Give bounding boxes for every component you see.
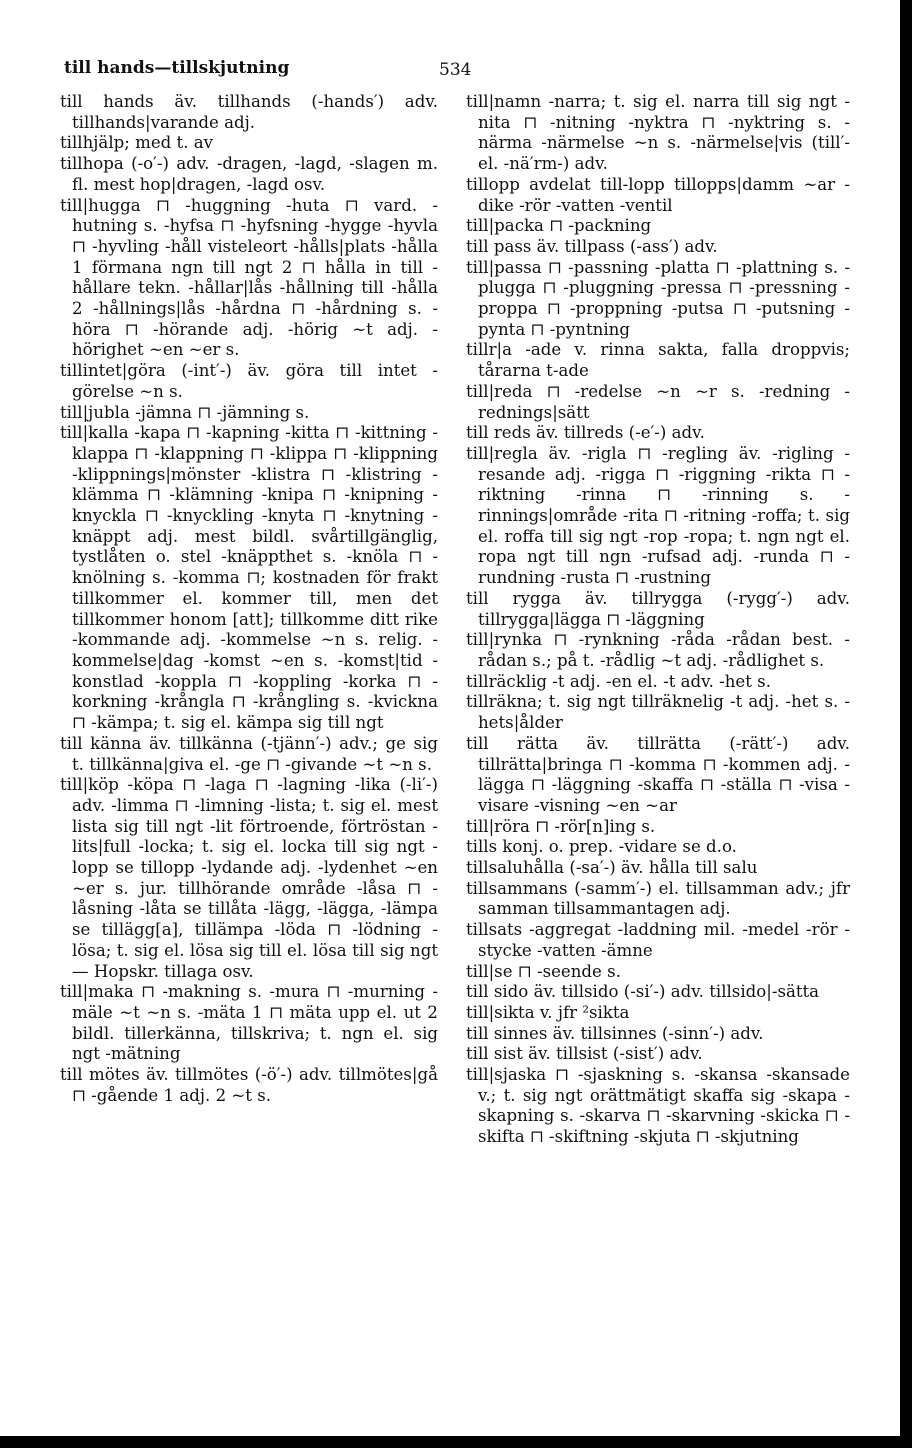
dictionary-entry: till|rynka ⊓ -rynkning -råda -rådan best. -rådan s.; på t. -rådlig ~t adj. -rådlighet s. — [466, 630, 850, 670]
dictionary-entry: tillsaluhålla (-sa′-) äv. hålla till salu — [466, 858, 758, 878]
dictionary-entry: tillsats -aggregat -laddning mil. -medel -rör -stycke -vatten -ämne — [466, 920, 850, 960]
dictionary-entry: tillräkna; t. sig ngt tillräknelig -t adj. -het s. -hets|ålder — [466, 692, 850, 733]
left-column — [60, 92, 438, 1106]
dictionary-entry: till|passa ⊓ -passning -platta ⊓ -plattning s. -plugga ⊓ -pluggning -pressa ⊓ -pressning -proppa ⊓ -proppning -putsa ⊓ -putsning -pynta ⊓ -pyntning — [466, 257, 850, 339]
dictionary-entry: till sist äv. tillsist (-sist′) adv. — [466, 1044, 703, 1064]
dictionary-entry: tillhopa (-o′-) adv. -dragen, -lagd, -slagen m. fl. mest hop|dragen, -lagd osv. — [60, 154, 438, 194]
dictionary-entry: tillhjälp; med t. av — [60, 133, 214, 153]
dictionary-entry: till|maka ⊓ -makning s. -mura ⊓ -murning -mäle ~t ~n s. -mäta 1 ⊓ mäta upp el. ut 2 bildl. tillerkänna, tillskriva; t. ngn el. sig ngt -mätning — [60, 982, 438, 1064]
dictionary-entry: tills konj. o. prep. -vidare se d.o. — [466, 837, 737, 857]
dictionary-entry: till|hugga ⊓ -huggning -huta ⊓ vard. -hutning s. -hyfsa ⊓ -hyfsning -hygge -hyvla ⊓ -hyvling -håll visteleort -hålls|plats -hålla 1 förmana ngn till ngt 2 ⊓ hålla in till -hållare tekn. -hållar|lås -hållning till -hålla 2 -hållnings|lås -hårdna ⊓ -hårdning s. -höra ⊓ -hörande adj. -hörig ~t adj. -hörighet ~en ~er s. — [60, 195, 438, 360]
dictionary-entry: till|jubla -jämna ⊓ -jämning s. — [60, 402, 310, 422]
dictionary-entry: till|röra ⊓ -rör[n]ing s. — [466, 816, 656, 836]
dictionary-entry: till|sikta v. jfr ²sikta — [466, 1002, 630, 1022]
dictionary-entry: till mötes äv. tillmötes (-ö′-) adv. tillmötes|gå ⊓ -gående 1 adj. 2 ~t s. — [60, 1065, 438, 1105]
dictionary-entry: till|kalla -kapa ⊓ -kapning -kitta ⊓ -kittning -klappa ⊓ -klappning ⊓ -klippa ⊓ -klippning -klippnings|mönster -klistra ⊓ -klistring -klämma ⊓ -klämning -knipa ⊓ -knipning -knyckla ⊓ -knyckling -knyta ⊓ -knytning -knäppt adj. mest bildl. svårtillgänglig, tystlåten o. stel -knäppthet s. -knöla ⊓ -knölning s. -komma ⊓; kostnaden för frakt tillkommer el. kommer till, men det tillkommer honom [att]; tillkomme ditt rike -kommande adj. -kommelse ~n s. relig. -kommelse|dag -komst ~en s. -komst|tid -konstlad -koppla ⊓ -koppling -korka ⊓ -korkning -krångla ⊓ -krångling s. -kvickna ⊓ -kämpa; t. sig el. kämpa sig till ngt — [60, 423, 438, 733]
scan-edge-bottom — [0, 1436, 912, 1448]
dictionary-entry: till|reda ⊓ -redelse ~n ~r s. -redning -rednings|sätt — [466, 381, 850, 422]
dictionary-entry: till känna äv. tillkänna (-tjänn′-) adv.; ge sig t. tillkänna|giva el. -ge ⊓ -givande ~t ~n s. — [60, 733, 438, 774]
dictionary-entry: tillintet|göra (-int′-) äv. göra till intet -görelse ~n s. — [60, 361, 438, 401]
dictionary-entry: till rygga äv. tillrygga (-rygg′-) adv. tillrygga|lägga ⊓ -läggning — [466, 588, 850, 629]
right-column — [466, 92, 850, 1148]
dictionary-entry: till|se ⊓ -seende s. — [466, 961, 621, 981]
running-head: till hands—tillskjutning — [64, 58, 290, 78]
dictionary-entry: till sinnes äv. tillsinnes (-sinn′-) adv. — [466, 1023, 764, 1043]
dictionary-entry: tillopp avdelat till-lopp tillopps|damm ~ar -dike -rör -vatten -ventil — [466, 174, 850, 215]
dictionary-entry: tillräcklig -t adj. -en el. -t adv. -het s. — [466, 671, 771, 691]
dictionary-entry: till reds äv. tillreds (-e′-) adv. — [466, 423, 705, 443]
dictionary-entry: till hands äv. tillhands (-hands′) adv. tillhands|varande adj. — [60, 92, 438, 132]
dictionary-entry: tillsammans (-samm′-) el. tillsamman adv.; jfr samman tillsammantagen adj. — [466, 878, 850, 919]
dictionary-entry: till pass äv. tillpass (-ass′) adv. — [466, 236, 718, 256]
scan-edge-right — [900, 0, 912, 1448]
dictionary-entry: till|packa ⊓ -packning — [466, 216, 652, 236]
running-header — [64, 58, 864, 84]
dictionary-entry: till|regla äv. -rigla ⊓ -regling äv. -rigling -resande adj. -rigga ⊓ -riggning -rikta ⊓ -riktning -rinna ⊓ -rinning s. -rinnings|område -rita ⊓ -ritning -roffa; t. sig el. roffa till sig ngt -rop -ropa; t. ngn ngt el. ropa ngt till ngn -rufsad adj. -runda ⊓ -rundning -rusta ⊓ -rustning — [466, 443, 850, 588]
page-number: 534 — [439, 60, 472, 80]
dictionary-entry: till sido äv. tillsido (-si′-) adv. tillsido|-sätta — [466, 982, 820, 1002]
dictionary-entry: tillr|a -ade v. rinna sakta, falla droppvis; tårarna t-ade — [466, 340, 850, 381]
dictionary-entry: till rätta äv. tillrätta (-rätt′-) adv. tillrätta|bringa ⊓ -komma ⊓ -kommen adj. -lägga ⊓ -läggning -skaffa ⊓ -ställa ⊓ -visa -visare -visning ~en ~ar — [466, 733, 850, 815]
dictionary-entry: till|namn -narra; t. sig el. narra till sig ngt -nita ⊓ -nitning -nyktra ⊓ -nyktring s. -närma -närmelse ~n s. -närmelse|vis (till′- el. -nä′rm-) adv. — [466, 92, 850, 174]
dictionary-entry: till|sjaska ⊓ -sjaskning s. -skansa -skansade v.; t. sig ngt orättmätigt skaffa sig -skapa -skapning s. -skarva ⊓ -skarvning -skicka ⊓ -skifta ⊓ -skiftning -skjuta ⊓ -skjutning — [466, 1065, 850, 1147]
dictionary-entry: till|köp -köpa ⊓ -laga ⊓ -lagning -lika (-li′-) adv. -limma ⊓ -limning -lista; t. sig el. mest lista sig till ngt -lit förtroende, förtröstan -lits|full -locka; t. sig el. locka till sig ngt -lopp se tillopp -lydande adj. -lydenhet ~en ~er s. jur. tillhörande område -låsa ⊓ -låsning -låta se tillåta -lägg, -lägga, -lämpa se tillägg[a], tillämpa -löda ⊓ -lödning -lösa; t. sig el. lösa sig till el. lösa till sig ngt — Hopskr. tillaga osv. — [60, 775, 438, 981]
